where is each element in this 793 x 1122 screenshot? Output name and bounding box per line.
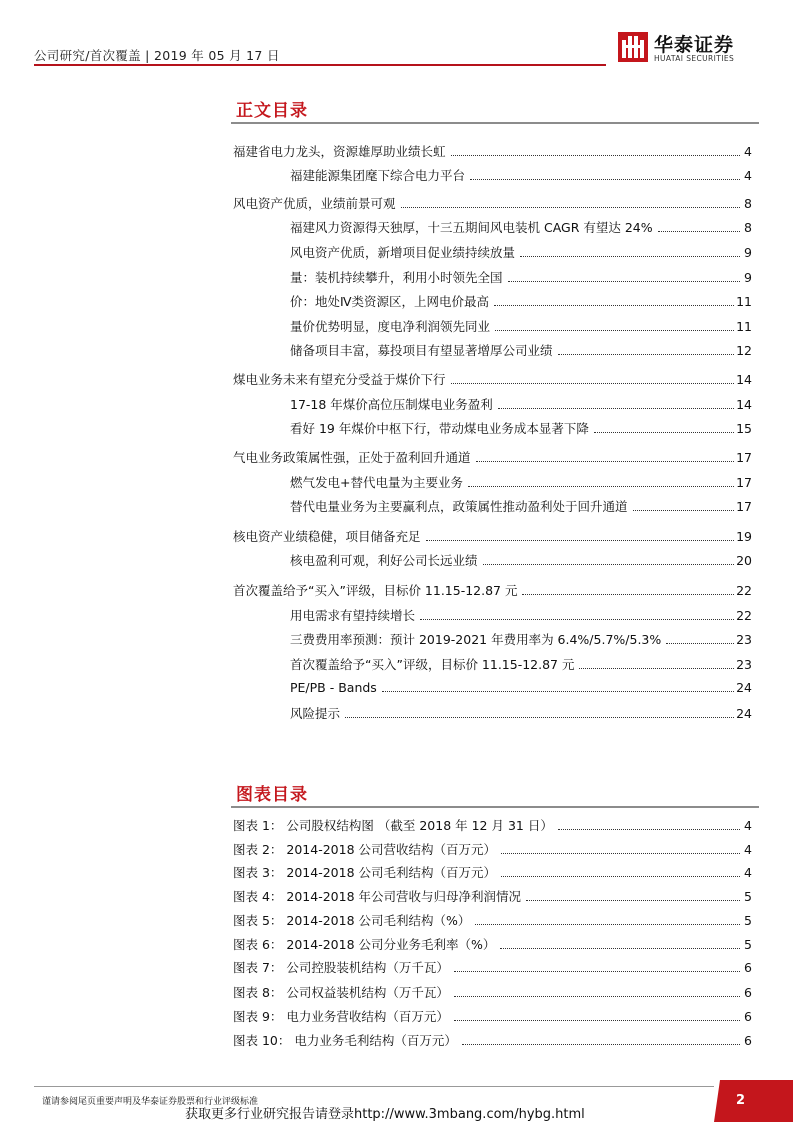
toc-entry[interactable] — [290, 292, 752, 310]
huatai-logo-icon — [618, 32, 648, 62]
toc-entry[interactable] — [290, 268, 752, 286]
toc-entry[interactable] — [290, 473, 752, 491]
dot-leader — [462, 1044, 740, 1045]
toc-entry-page: 22 — [736, 608, 752, 623]
figure-entry-label: 图表 7： 公司控股装机结构（万千瓦） — [233, 960, 449, 975]
figure-entry-page: 5 — [744, 889, 752, 904]
disclaimer-note: 谨请参阅尾页重要声明及华泰证券股票和行业评级标准 — [42, 1097, 259, 1107]
footer-divider — [34, 1086, 714, 1087]
figure-entry-label: 图表 10： 电力业务毛利结构（百万元） — [233, 1033, 457, 1048]
toc-entry[interactable] — [290, 551, 752, 569]
logo-english-name: HUATAI SECURITIES — [654, 54, 735, 63]
figure-entry-label: 图表 4： 2014-2018 年公司营收与归母净利润情况 — [233, 889, 522, 904]
figure-entry-page: 6 — [744, 1033, 752, 1048]
toc-entry-page: 15 — [736, 421, 752, 436]
figure-entry[interactable] — [233, 1007, 752, 1025]
dot-leader — [498, 408, 734, 409]
toc-title-rule — [231, 122, 759, 124]
toc-entry[interactable] — [290, 497, 752, 515]
header-divider — [34, 64, 606, 66]
dot-leader — [420, 619, 734, 620]
dot-leader — [382, 691, 734, 692]
figure-entry[interactable] — [233, 1031, 752, 1049]
figure-entry-label: 图表 1： 公司股权结构图 （截至 2018 年 12 月 31 日） — [233, 818, 553, 833]
toc-entry[interactable] — [290, 395, 752, 413]
figure-entry[interactable] — [233, 935, 752, 953]
toc-entry-label: 首次覆盖给予“买入”评级，目标价 11.15-12.87 元 — [233, 583, 518, 598]
toc-entry-label: 量：装机持续攀升，利用小时领先全国 — [290, 270, 503, 285]
toc-entry-label: 福建风力资源得天独厚，十三五期间风电装机 CAGR 有望达 24% — [290, 220, 653, 235]
dot-leader — [501, 853, 740, 854]
figure-entry-label: 图表 8： 公司权益装机结构（万千瓦） — [233, 985, 449, 1000]
figure-entry-page: 6 — [744, 960, 752, 975]
toc-entry-page: 17 — [736, 450, 752, 465]
figure-entry-label: 图表 3： 2014-2018 公司毛利结构（百万元） — [233, 865, 497, 880]
toc-entry[interactable] — [233, 581, 752, 599]
toc-entry-label: 用电需求有望持续增长 — [290, 608, 416, 623]
toc-entry-label: 17-18 年煤价高位压制煤电业务盈利 — [290, 397, 493, 412]
dot-leader — [633, 510, 735, 511]
figure-entry-page: 4 — [744, 842, 752, 857]
toc-entry-page: 17 — [736, 499, 752, 514]
toc-entry-page: 4 — [744, 168, 752, 183]
dot-leader — [558, 354, 735, 355]
dot-leader — [666, 643, 734, 644]
toc-entry[interactable] — [290, 630, 752, 648]
toc-entry-page: 17 — [736, 475, 752, 490]
toc-entry-page: 22 — [736, 583, 752, 598]
toc-entry[interactable] — [233, 527, 752, 545]
dot-leader — [495, 330, 734, 331]
toc-entry-label: 储备项目丰富，募投项目有望显著增厚公司业绩 — [290, 343, 553, 358]
dot-leader — [454, 1020, 740, 1021]
toc-entry-page: 12 — [736, 343, 752, 358]
toc-entry[interactable] — [290, 166, 752, 184]
toc-entry-page: 19 — [736, 529, 752, 544]
toc-entry[interactable] — [290, 655, 752, 673]
report-header-text: 公司研究/首次覆盖 | 2019 年 05 月 17 日 — [34, 48, 280, 63]
dot-leader — [579, 668, 734, 669]
figure-entry-page: 5 — [744, 913, 752, 928]
toc-entry-label: 福建能源集团麾下综合电力平台 — [290, 168, 466, 183]
toc-entry-label: 首次覆盖给予“买入”评级，目标价 11.15-12.87 元 — [290, 657, 575, 672]
dot-leader — [345, 717, 734, 718]
dot-leader — [501, 876, 740, 877]
toc-entry-page: 11 — [736, 319, 752, 334]
figure-entry[interactable] — [233, 863, 752, 881]
dot-leader — [508, 281, 740, 282]
toc-entry[interactable] — [290, 341, 752, 359]
figure-entry-page: 5 — [744, 937, 752, 952]
toc-entry-label: 煤电业务未来有望充分受益于煤价下行 — [233, 372, 446, 387]
dot-leader — [658, 231, 740, 232]
figure-entry-label: 图表 5： 2014-2018 公司毛利结构（%） — [233, 913, 471, 928]
toc-entry-label: 福建省电力龙头，资源雄厚助业绩长虹 — [233, 144, 446, 159]
toc-entry-page: 23 — [736, 632, 752, 647]
toc-entry-label: 风电资产优质，业绩前景可观 — [233, 196, 396, 211]
toc-entry-page: 24 — [736, 706, 752, 721]
figure-entry[interactable] — [233, 983, 752, 1001]
toc-entry-label: 看好 19 年煤价中枢下行，带动煤电业务成本显著下降 — [290, 421, 589, 436]
dot-leader — [451, 155, 740, 156]
toc-entry-page: 9 — [744, 270, 752, 285]
toc-entry[interactable] — [233, 194, 752, 212]
dot-leader — [454, 971, 740, 972]
watermark-text: 获取更多行业研究报告请登录http://www.3mbang.com/hybg.html — [185, 1107, 585, 1122]
toc-entry-page: 8 — [744, 196, 752, 211]
toc-entry[interactable] — [290, 704, 752, 722]
toc-entry-label: 气电业务政策属性强，正处于盈利回升通道 — [233, 450, 471, 465]
figure-entry[interactable] — [233, 911, 752, 929]
dot-leader — [483, 564, 735, 565]
dot-leader — [526, 900, 740, 901]
page-number: 2 — [736, 1093, 746, 1108]
figure-entry[interactable] — [233, 840, 752, 858]
figure-entry[interactable] — [233, 816, 752, 834]
dot-leader — [476, 461, 735, 462]
toc-entry-page: 11 — [736, 294, 752, 309]
company-logo — [618, 32, 758, 72]
figure-list-title-rule — [231, 806, 759, 808]
logo-chinese-name: 华泰证券 — [654, 34, 735, 56]
toc-entry-page: 24 — [736, 680, 752, 695]
toc-entry[interactable] — [233, 448, 752, 466]
toc-entry-label: 量价优势明显，度电净利润领先同业 — [290, 319, 491, 334]
toc-entry-page: 23 — [736, 657, 752, 672]
toc-title: 正文目录 — [236, 101, 308, 121]
figure-entry-label: 图表 6： 2014-2018 公司分业务毛利率（%） — [233, 937, 496, 952]
toc-entry-page: 9 — [744, 245, 752, 260]
dot-leader — [468, 486, 734, 487]
dot-leader — [454, 996, 740, 997]
toc-entry-page: 14 — [736, 397, 752, 412]
toc-entry-page: 14 — [736, 372, 752, 387]
dot-leader — [426, 540, 735, 541]
toc-entry-label: 风电资产优质，新增项目促业绩持续放量 — [290, 245, 516, 260]
dot-leader — [470, 179, 740, 180]
toc-entry-label: 风险提示 — [290, 706, 341, 721]
toc-entry-label: 三费费用率预测：预计 2019-2021 年费用率为 6.4%/5.7%/5.3% — [290, 632, 662, 647]
toc-entry[interactable] — [290, 317, 752, 335]
toc-entry[interactable] — [290, 218, 752, 236]
toc-entry[interactable] — [290, 606, 752, 624]
dot-leader — [522, 594, 734, 595]
dot-leader — [520, 256, 740, 257]
dot-leader — [500, 948, 740, 949]
toc-entry-label: 价：地处Ⅳ类资源区，上网电价最高 — [290, 294, 490, 309]
page-number-badge — [714, 1080, 793, 1122]
dot-leader — [401, 207, 740, 208]
toc-entry-page: 8 — [744, 220, 752, 235]
toc-entry-label: 替代电量业务为主要赢利点，政策属性推动盈利处于回升通道 — [290, 499, 628, 514]
toc-entry-page: 20 — [736, 553, 752, 568]
figure-entry-page: 6 — [744, 985, 752, 1000]
dot-leader — [558, 829, 740, 830]
toc-entry[interactable] — [233, 142, 752, 160]
figure-entry-page: 6 — [744, 1009, 752, 1024]
toc-entry-page: 4 — [744, 144, 752, 159]
dot-leader — [594, 432, 734, 433]
dot-leader — [475, 924, 740, 925]
toc-entry[interactable] — [290, 419, 752, 437]
toc-entry[interactable] — [290, 243, 752, 261]
dot-leader — [451, 383, 735, 384]
toc-entry-label: 燃气发电+替代电量为主要业务 — [290, 475, 463, 490]
figure-entry-label: 图表 2： 2014-2018 公司营收结构（百万元） — [233, 842, 497, 857]
toc-entry[interactable] — [233, 370, 752, 388]
dot-leader — [494, 305, 734, 306]
toc-entry-label: PE/PB - Bands — [290, 680, 377, 695]
figure-entry[interactable] — [233, 887, 752, 905]
toc-entry-label: 核电资产业绩稳健，项目储备充足 — [233, 529, 421, 544]
figure-entry-label: 图表 9： 电力业务营收结构（百万元） — [233, 1009, 449, 1024]
figure-entry-page: 4 — [744, 865, 752, 880]
toc-entry-label: 核电盈利可观，利好公司长远业绩 — [290, 553, 478, 568]
figure-entry[interactable] — [233, 958, 752, 976]
figure-entry-page: 4 — [744, 818, 752, 833]
toc-entry[interactable] — [290, 680, 752, 698]
figure-list-title: 图表目录 — [236, 785, 308, 805]
